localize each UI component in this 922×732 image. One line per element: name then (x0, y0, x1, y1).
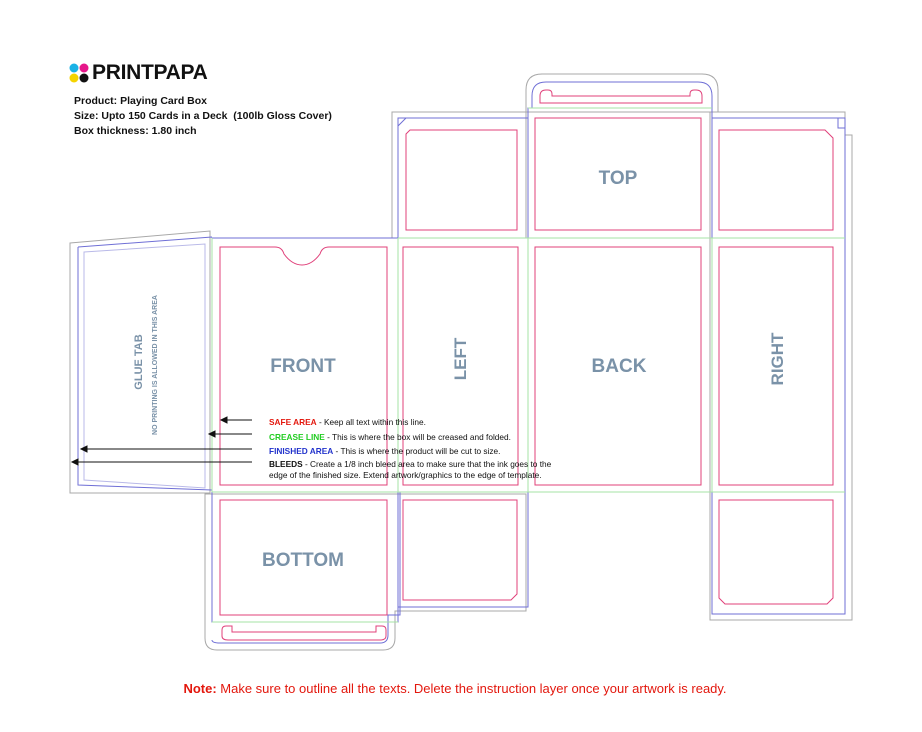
size-line: Size: Upto 150 Cards in a Deck (100lb Gloss Cover) (74, 110, 332, 122)
legend-bleeds-text: - Create a 1/8 inch bleed area to make sure that the ink goes to the (302, 458, 552, 469)
legend-finished-label: FINISHED AREA (269, 446, 334, 456)
panel-label-top: TOP (598, 168, 638, 189)
panel-label-left: LEFT (451, 337, 470, 381)
legend-bleeds-label: BLEEDS (269, 458, 303, 469)
legend-crease (269, 430, 551, 445)
legend-safe (269, 415, 551, 430)
logo-mark-icon (68, 62, 90, 84)
legend-safe-label: SAFE AREA (269, 417, 317, 427)
legend-bleeds-text-2: edge of the finished size. Extend artwork/graphics to the edge of template. (269, 469, 542, 480)
legend-crease-label: CREASE LINE (269, 431, 325, 442)
legend-safe-text: - Keep all text within this line. (316, 417, 426, 427)
panel-label-bottom: BOTTOM (262, 550, 344, 571)
note-label: Note: (183, 681, 217, 696)
legend-finished (269, 444, 551, 459)
glue-tab-note: NO PRINTING IS ALLOWED IN THIS AREA (152, 295, 159, 435)
legend-crease-text: - This is where the box will be creased and folded. (324, 431, 511, 442)
panel-label-front: FRONT (270, 356, 336, 377)
finished-top-left-flap (398, 118, 528, 238)
note-text: Make sure to outline all the texts. Delete the instruction layer once your artwork is ready. (216, 681, 727, 696)
finished-bottom-left-flap (398, 492, 528, 607)
product-line: Product: Playing Card Box (74, 95, 208, 107)
thickness-line: Box thickness: 1.80 inch (74, 125, 197, 137)
instruction-note (0, 681, 910, 696)
product-info (74, 94, 332, 139)
legend-finished-text: - This is where the product will be cut to size. (333, 446, 501, 456)
brand-name: PRINTPAPA (92, 61, 208, 84)
finished-top-right-flap (712, 118, 845, 238)
legend-bleeds (269, 459, 551, 470)
printpapa-logo (68, 60, 228, 86)
legend-arrows (72, 417, 252, 465)
panel-label-right: RIGHT (768, 332, 787, 386)
panel-label-back: BACK (591, 356, 647, 377)
finished-bottom-right-flap (712, 492, 845, 614)
legend (269, 415, 551, 481)
panel-label-glue-tab: GLUE TAB (133, 334, 145, 390)
